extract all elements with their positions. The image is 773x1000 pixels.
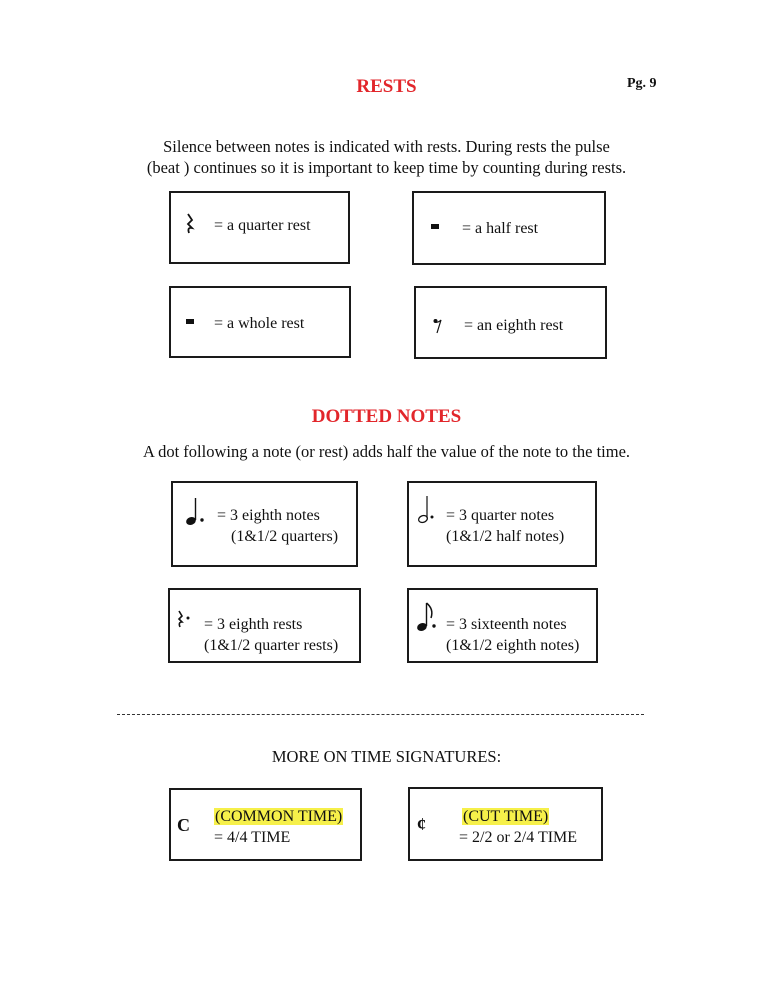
dotted-half-line2: (1&1/2 half notes) [446,528,565,545]
dotted-notes-title: DOTTED NOTES [311,406,462,427]
dotted-quarter-note-icon [185,497,207,527]
rests-intro-line1: Silence between notes is indicated with rests. During rests the pulse [163,137,610,156]
common-time-value: = 4/4 TIME [214,829,291,846]
dotted-half-line1: = 3 quarter notes [446,507,555,524]
dotted-eighth-line2: (1&1/2 eighth notes) [446,637,580,654]
dotted-quarter-rest-line2: (1&1/2 quarter rests) [204,637,339,654]
rests-intro-line2: (beat ) continues so it is important to keep time by counting during rests. [146,158,627,177]
dotted-half-note-icon [417,495,439,525]
common-time-icon: C [177,815,190,835]
dotted-quarter-line1: = 3 eighth notes [217,507,320,524]
common-time-name: (COMMON TIME) [215,808,343,825]
dotted-quarter-rest-icon [176,610,192,630]
dotted-quarter-note-box [171,481,358,567]
dashed-divider [117,714,644,715]
eighth-rest-box [414,286,607,359]
half-rest-label: = a half rest [462,220,539,237]
quarter-rest-label: = a quarter rest [214,217,311,234]
dotted-eighth-note-icon [416,602,438,634]
half-rest-box [412,191,606,265]
eighth-rest-label: = an eighth rest [464,317,564,334]
whole-rest-label: = a whole rest [214,315,305,332]
quarter-rest-icon [185,213,195,235]
dotted-quarter-line2: (1&1/2 quarters) [231,528,339,545]
quarter-rest-box [169,191,350,264]
cut-time-name: (CUT TIME) [463,808,549,825]
dotted-quarter-rest-box [168,588,361,663]
dotted-half-note-box [407,481,597,567]
half-rest-icon [430,223,440,231]
dotted-eighth-line1: = 3 sixteenth notes [446,616,567,633]
rests-title: RESTS [356,76,417,97]
page-number: Pg. 9 [627,76,657,91]
cut-time-value: = 2/2 or 2/4 TIME [459,829,578,846]
dotted-notes-intro: A dot following a note (or rest) adds half the value of the note to the time. [142,442,631,461]
eighth-rest-icon [433,318,443,334]
time-signatures-title: MORE ON TIME SIGNATURES: [271,747,502,766]
whole-rest-icon [185,318,195,326]
whole-rest-box [169,286,351,358]
common-time-box [169,788,362,861]
dotted-quarter-rest-line1: = 3 eighth rests [204,616,303,633]
cut-time-icon: ¢ [417,814,426,834]
cut-time-box [408,787,603,861]
dotted-eighth-note-box [407,588,598,663]
